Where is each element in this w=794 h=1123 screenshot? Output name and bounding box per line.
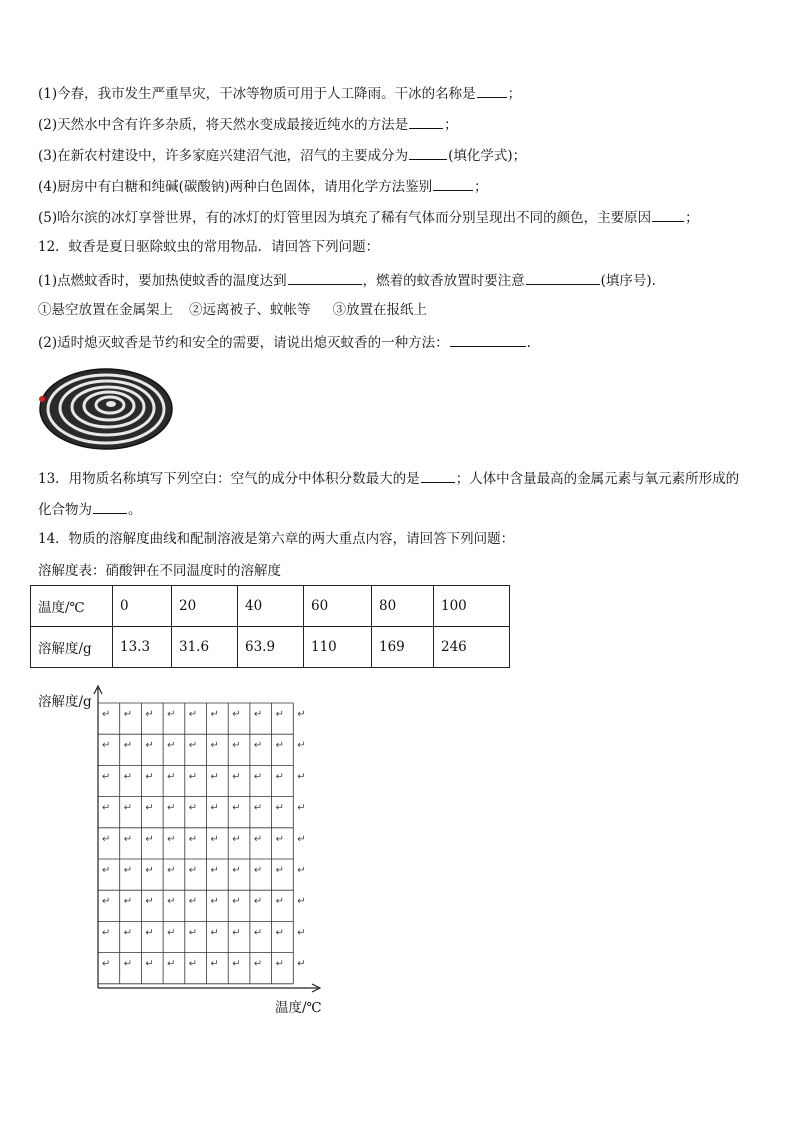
return-mark-icon: ↵ bbox=[232, 896, 241, 908]
return-mark-icon: ↵ bbox=[167, 802, 176, 814]
return-mark-icon: ↵ bbox=[232, 833, 241, 845]
return-mark-icon: ↵ bbox=[123, 709, 133, 720]
return-mark-icon: ↵ bbox=[102, 833, 111, 845]
return-mark-icon: ↵ bbox=[145, 927, 154, 939]
table-cell: 110 bbox=[304, 627, 372, 668]
return-mark-icon: ↵ bbox=[275, 927, 284, 939]
return-mark-icon: ↵ bbox=[210, 896, 219, 908]
return-mark-icon: ↵ bbox=[102, 896, 111, 908]
return-mark-icon: ↵ bbox=[188, 740, 198, 752]
row-header: 溶解度/g bbox=[31, 627, 113, 668]
return-mark-icon: ↵ bbox=[188, 709, 198, 720]
q14-title: 14．物质的溶解度曲线和配制溶液是第六章的两大重点内容，请回答下列问题： bbox=[38, 531, 515, 547]
q11-part5: (5)哈尔滨的冰灯享誉世界，有的冰灯的灯管里因为填充了稀有气体而分别呈现出不同的颜色，主要原因 ； bbox=[38, 207, 699, 227]
return-mark-icon: ↵ bbox=[123, 896, 133, 908]
return-mark-icon: ↵ bbox=[167, 927, 176, 939]
solubility-table-caption: 溶解度表：硝酸钾在不同温度时的溶解度 bbox=[38, 563, 281, 579]
return-mark-icon: ↵ bbox=[297, 740, 306, 752]
return-mark-icon: ↵ bbox=[297, 833, 306, 845]
return-mark-icon: ↵ bbox=[145, 709, 154, 720]
option-2: ②远离被子、蚊帐等 bbox=[189, 302, 311, 318]
return-mark-icon: ↵ bbox=[297, 958, 306, 970]
return-mark-icon: ↵ bbox=[145, 865, 154, 876]
return-mark-icon: ↵ bbox=[102, 927, 111, 939]
return-mark-icon: ↵ bbox=[253, 865, 263, 876]
return-mark-icon: ↵ bbox=[145, 833, 154, 845]
return-mark-icon: ↵ bbox=[253, 833, 263, 845]
return-mark-icon: ↵ bbox=[123, 927, 133, 939]
q13-line1: 13．用物质名称填写下列空白：空气的成分中体积分数最大的是 ；人体中含量最高的金属元素与氧元素所形成的 bbox=[38, 468, 739, 488]
return-mark-icon: ↵ bbox=[275, 896, 284, 908]
return-mark-icon: ↵ bbox=[188, 927, 198, 939]
row-header: 温度/℃ bbox=[31, 586, 113, 627]
return-mark-icon: ↵ bbox=[102, 865, 111, 876]
return-mark-icon: ↵ bbox=[232, 802, 241, 814]
return-mark-icon: ↵ bbox=[210, 927, 219, 939]
return-mark-icon: ↵ bbox=[167, 740, 176, 752]
return-mark-icon: ↵ bbox=[145, 740, 154, 752]
return-mark-icon: ↵ bbox=[102, 958, 111, 970]
return-mark-icon: ↵ bbox=[145, 896, 154, 908]
table-cell: 60 bbox=[304, 586, 372, 627]
table-cell: 246 bbox=[434, 627, 510, 668]
return-mark-icon: ↵ bbox=[210, 802, 219, 814]
q12-part2: (2)适时熄灭蚊香是节约和安全的需要，请说出熄灭蚊香的一种方法： . bbox=[38, 332, 531, 352]
return-mark-icon: ↵ bbox=[102, 709, 111, 720]
return-mark-icon: ↵ bbox=[275, 958, 284, 970]
return-mark-icon: ↵ bbox=[102, 802, 111, 814]
return-mark-icon: ↵ bbox=[297, 802, 306, 814]
return-mark-icon: ↵ bbox=[123, 865, 133, 876]
return-mark-icon: ↵ bbox=[123, 958, 133, 970]
table-cell: 40 bbox=[238, 586, 304, 627]
table-cell: 169 bbox=[372, 627, 434, 668]
return-mark-icon: ↵ bbox=[253, 927, 263, 939]
return-mark-icon: ↵ bbox=[167, 771, 176, 783]
return-mark-icon: ↵ bbox=[167, 958, 176, 970]
q13-line2: 化合物为 。 bbox=[38, 499, 142, 519]
table-cell: 80 bbox=[372, 586, 434, 627]
q12-title: 12．蚊香是夏日驱除蚊虫的常用物品．请回答下列问题： bbox=[38, 239, 380, 255]
return-mark-icon: ↵ bbox=[210, 771, 219, 783]
return-mark-icon: ↵ bbox=[167, 865, 176, 876]
option-1: ①悬空放置在金属架上 bbox=[38, 302, 173, 318]
return-mark-icon: ↵ bbox=[297, 865, 306, 876]
return-mark-icon: ↵ bbox=[253, 709, 263, 720]
return-mark-icon: ↵ bbox=[297, 771, 306, 783]
return-mark-icon: ↵ bbox=[232, 927, 241, 939]
return-mark-icon: ↵ bbox=[253, 771, 263, 783]
table-cell: 100 bbox=[434, 586, 510, 627]
return-mark-icon: ↵ bbox=[232, 771, 241, 783]
return-mark-icon: ↵ bbox=[188, 771, 198, 783]
table-cell: 20 bbox=[172, 586, 238, 627]
return-mark-icon: ↵ bbox=[210, 958, 219, 970]
return-mark-icon: ↵ bbox=[275, 709, 284, 720]
return-mark-icon: ↵ bbox=[232, 740, 241, 752]
return-mark-icon: ↵ bbox=[253, 740, 263, 752]
q11-part2: (2)天然水中含有许多杂质，将天然水变成最接近纯水的方法是 ； bbox=[38, 114, 458, 134]
q11-part4: (4)厨房中有白糖和纯碱(碳酸钠)两种白色固体，请用化学方法鉴别 ； bbox=[38, 176, 488, 196]
return-mark-icon: ↵ bbox=[253, 896, 263, 908]
return-mark-icon: ↵ bbox=[188, 833, 198, 845]
table-cell: 13.3 bbox=[113, 627, 172, 668]
return-mark-icon: ↵ bbox=[275, 865, 284, 876]
return-mark-icon: ↵ bbox=[145, 958, 154, 970]
return-mark-icon: ↵ bbox=[102, 771, 111, 783]
return-mark-icon: ↵ bbox=[275, 771, 284, 783]
return-mark-icon: ↵ bbox=[297, 709, 306, 720]
return-mark-icon: ↵ bbox=[167, 709, 176, 720]
return-mark-icon: ↵ bbox=[210, 865, 219, 876]
q11-part1: (1)今春，我市发生严重旱灾，干冰等物质可用于人工降雨。干冰的名称是 ； bbox=[38, 83, 521, 103]
return-mark-icon: ↵ bbox=[123, 802, 133, 814]
return-mark-icon: ↵ bbox=[123, 833, 133, 845]
return-mark-icon: ↵ bbox=[253, 802, 263, 814]
return-mark-icon: ↵ bbox=[188, 865, 198, 876]
return-mark-icon: ↵ bbox=[275, 833, 284, 845]
q12-part1: (1)点燃蚊香时，要加热使蚊香的温度达到 ，燃着的蚊香放置时要注意 (填序号). bbox=[38, 270, 656, 290]
y-axis-label: 溶解度/g bbox=[38, 694, 92, 710]
return-mark-icon: ↵ bbox=[210, 740, 219, 752]
x-axis-label: 温度/℃ bbox=[275, 1000, 322, 1016]
option-3: ③放置在报纸上 bbox=[332, 302, 427, 318]
return-mark-icon: ↵ bbox=[275, 802, 284, 814]
q11-part3: (3)在新农村建设中，许多家庭兴建沼气池，沼气的主要成分为 (填化学式)； bbox=[38, 145, 526, 165]
grid-cell-marks bbox=[102, 709, 306, 970]
return-mark-icon: ↵ bbox=[167, 833, 176, 845]
return-mark-icon: ↵ bbox=[232, 958, 241, 970]
table-cell: 0 bbox=[113, 586, 172, 627]
return-mark-icon: ↵ bbox=[188, 802, 198, 814]
return-mark-icon: ↵ bbox=[275, 740, 284, 752]
return-mark-icon: ↵ bbox=[210, 833, 219, 845]
return-mark-icon: ↵ bbox=[123, 771, 133, 783]
table-cell: 63.9 bbox=[238, 627, 304, 668]
return-mark-icon: ↵ bbox=[232, 709, 241, 720]
return-mark-icon: ↵ bbox=[123, 740, 133, 752]
return-mark-icon: ↵ bbox=[297, 896, 306, 908]
return-mark-icon: ↵ bbox=[188, 958, 198, 970]
return-mark-icon: ↵ bbox=[253, 958, 263, 970]
return-mark-icon: ↵ bbox=[145, 771, 154, 783]
return-mark-icon: ↵ bbox=[167, 896, 176, 908]
return-mark-icon: ↵ bbox=[232, 865, 241, 876]
return-mark-icon: ↵ bbox=[210, 709, 219, 720]
return-mark-icon: ↵ bbox=[102, 740, 111, 752]
return-mark-icon: ↵ bbox=[297, 927, 306, 939]
table-cell: 31.6 bbox=[172, 627, 238, 668]
return-mark-icon: ↵ bbox=[145, 802, 154, 814]
return-mark-icon: ↵ bbox=[188, 896, 198, 908]
